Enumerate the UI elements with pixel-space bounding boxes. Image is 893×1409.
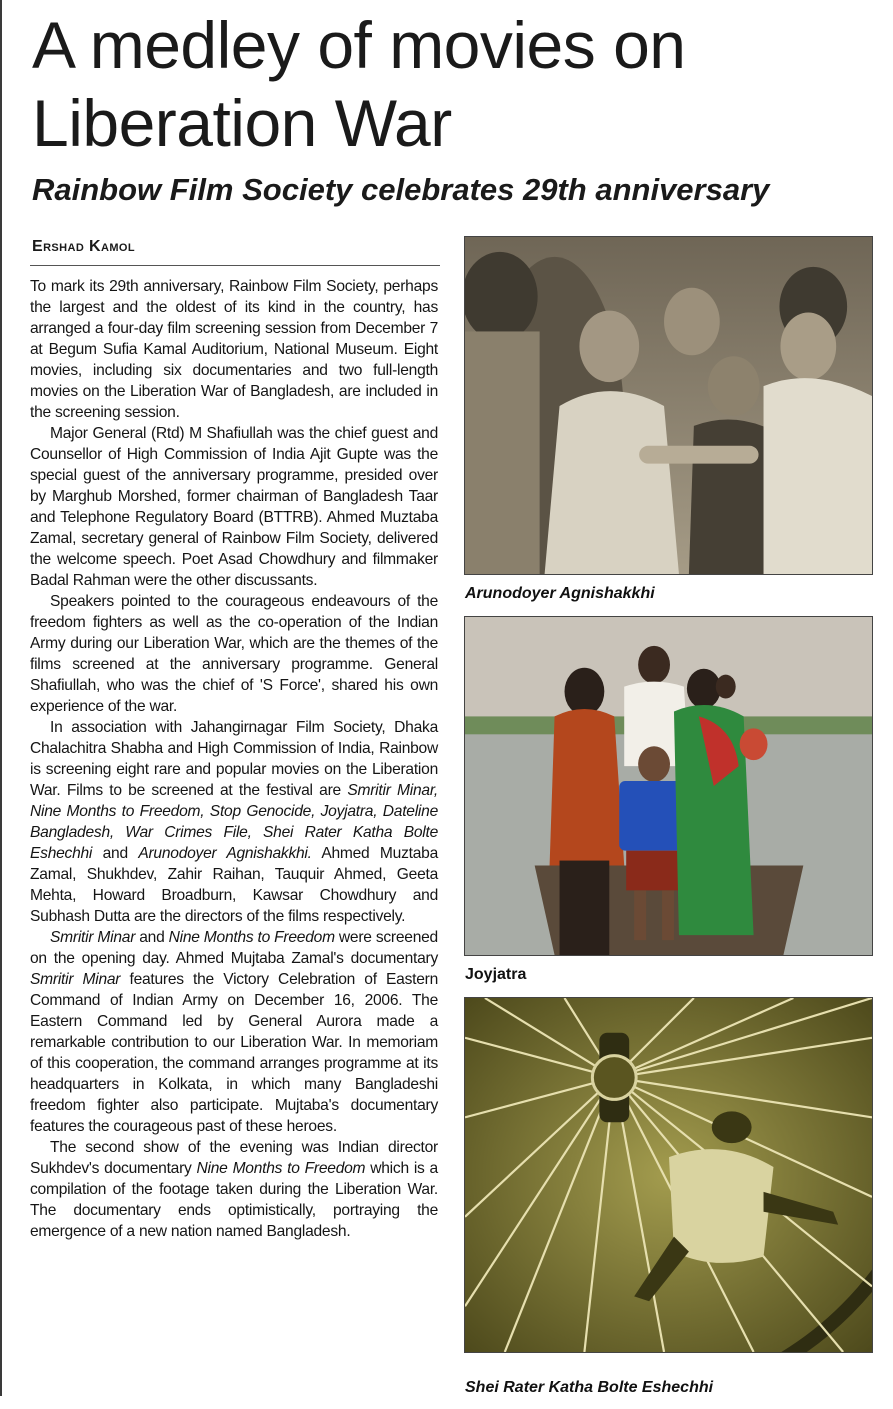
photo-arunodoyer-agnishakkhi xyxy=(464,236,873,575)
photo-caption-1: Arunodoyer Agnishakkhi xyxy=(465,585,655,602)
subheadline: Rainbow Film Society celebrates 29th anniversary xyxy=(32,172,770,207)
sepia-group-photo xyxy=(465,237,872,574)
left-column-rule xyxy=(0,0,2,1396)
article-paragraph-6 xyxy=(30,1137,438,1242)
headline: A medley of movies on Liberation War xyxy=(32,8,686,160)
paragraph-text: The second show of the evening was Indian director Sukhdev's documentary xyxy=(30,1139,438,1177)
paragraph-text: and xyxy=(135,929,169,946)
article-paragraph-5 xyxy=(30,927,438,1137)
paragraph-text: features the Victory Celebration of Eastern Command of Indian Army on December 16, 2006. The Eastern Command led by General Aurora made a remarkable contribution to our Liberation War. In memoriam of this cooperation, the command arranges programme at its headquarters in Kolkata, in which many Bangladeshi freedom fighter also participate. Mujtaba's documentary features the courageous past of these heroes. xyxy=(30,971,438,1135)
byline: Ershad Kamol xyxy=(32,238,135,255)
film-title: Nine Months to Freedom xyxy=(196,1160,366,1177)
film-title: Arunodoyer Agnishakkhi. xyxy=(138,845,312,862)
paragraph-text: Ahmed Muztaba Zamal, Shukhdev, Zahir Raihan, Tauquir Ahmed, Geeta Mehta, Howard Broadburn, Kawsar Chowdhury and Subhash Dutta are the directors of the films respectively. xyxy=(30,845,438,925)
byline-divider xyxy=(30,265,440,266)
article-paragraph-2: Major General (Rtd) M Shafiullah was the chief guest and Counsellor of High Commission of India Ajit Gupte was the special guest of the anniversary programme, presided over by Marghub Morshed, former chairman of Bangladesh Taar and Telephone Regulatory Board (BTTRB). Ahmed Muztaba Zamal, secretary general of Rainbow Film Society, delivered the welcome speech. Poet Asad Chowdhury and filmmaker Badal Rahman were the other discussants. xyxy=(30,425,438,589)
article-paragraph-4 xyxy=(30,717,438,927)
article-paragraph-1: To mark its 29th anniversary, Rainbow Film Society, perhaps the largest and the oldest of its kind in the country, has arranged a four-day film screening session from December 7 at Begum Sufia Kamal Auditorium, National Museum. Eight movies, including six documentaries and two full-length movies on the Liberation War of Bangladesh, are included in the screening session. xyxy=(30,278,438,421)
bicycle-wheel-photo xyxy=(465,998,872,1352)
photo-shei-rater-katha xyxy=(464,997,873,1353)
film-titles: Smritir Minar, Nine Months to Freedom, Stop Genocide, Joyjatra, Dateline Bangladesh, War Crimes File, Shei Rater Katha Bolte Eshechhi xyxy=(30,782,438,862)
film-title: Nine Months to Freedom xyxy=(168,929,335,946)
paragraph-text: In association with Jahangirnagar Film Society, Dhaka Chalachitra Shabha and High Commission of India, Rainbow is screening eight rare and popular movies on the Liberation War. Films to be screened at the festival are xyxy=(30,719,438,799)
photo-caption-3: Shei Rater Katha Bolte Eshechhi xyxy=(465,1379,714,1396)
film-title: Smritir Minar xyxy=(50,929,136,946)
photo-caption-2: Joyjatra xyxy=(465,966,527,983)
paragraph-text: were screened on the opening day. Ahmed Mujtaba Zamal's documentary xyxy=(30,929,438,967)
film-title: Smritir Minar xyxy=(30,971,121,988)
family-boat-photo xyxy=(465,617,872,955)
article-paragraph-3: Speakers pointed to the courageous endeavours of the freedom fighters as well as the co-operation of the Indian Army during our Liberation War, which are the themes of the films screened at the anniversary programme. General Shafiullah, who was the chief of 'S Force', shared his own experience of the war. xyxy=(30,593,438,715)
paragraph-text: which is a compilation of the footage taken during the Liberation War. The documentary ends optimistically, portraying the emergence of a new nation named Bangladesh. xyxy=(30,1160,438,1240)
photo-joyjatra xyxy=(464,616,873,956)
paragraph-text: and xyxy=(92,845,139,862)
article-body xyxy=(30,276,438,1242)
